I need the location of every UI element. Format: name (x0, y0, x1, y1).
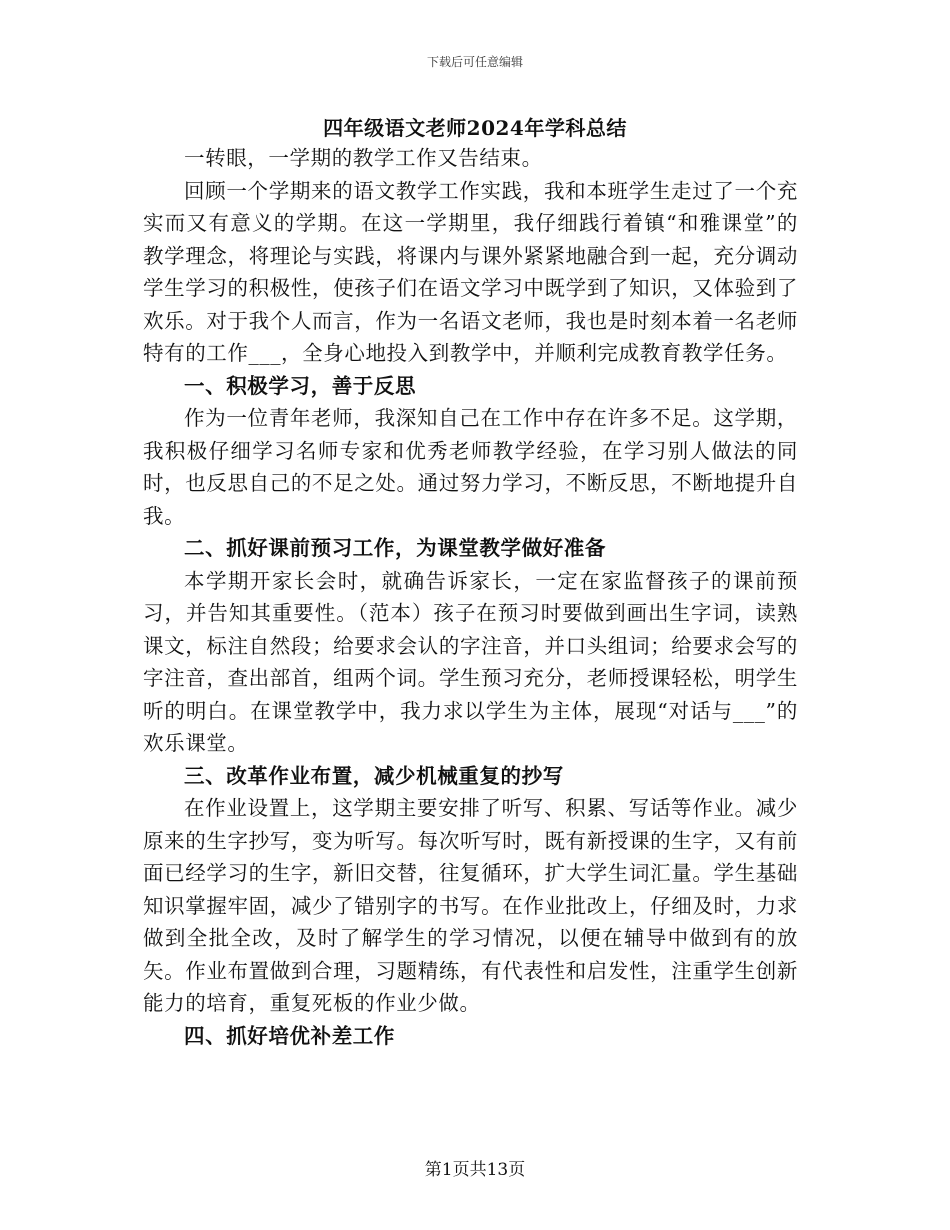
review-paragraph: 回顾一个学期来的语文教学工作实践，我和本班学生走过了一个充实而又有意义的学期。在这一学期里，我仔细践行着镇“和雅课堂”的教学理念，将理论与实践，将课内与课外紧紧地融合到一起，充分调动学生学习的积极性，使孩子们在语文学习中既学到了知识，又体验到了欢乐。对于我个人而言，作为一名语文老师，我也是时刻本着一名老师特有的工作___，全身心地投入到教学中，并顺利完成教育教学任务。 (143, 178, 798, 365)
section-heading-2: 二、抓好课前预习工作，为课堂教学做好准备 (184, 536, 606, 560)
document-title: 四年级语文老师2024年学科总结 (323, 116, 627, 140)
page-header-note: 下载后可任意编辑 (426, 55, 523, 69)
page-number-footer: 第1页共13页 (424, 1160, 526, 1180)
section-body-3: 在作业设置上，这学期主要安排了听写、积累、写话等作业。减少原来的生字抄写，变为听写。每次听写时，既有新授课的生字，又有前面已经学习的生字，新旧交替，往复循环，扩大学生词汇量。学生基础知识掌握牢固，减少了错别字的书写。在作业批改上，仔细及时，力求做到全批全改，及时了解学生的学习情况，以便在辅导中做到有的放矢。作业布置做到合理，习题精练，有代表性和启发性，注重学生创新能力的培育，重复死板的作业少做。 (143, 796, 798, 1015)
intro-paragraph: 一转眼，一学期的教学工作又告结束。 (184, 146, 543, 170)
document-body (143, 142, 798, 1052)
section-body-2: 本学期开家长会时，就确告诉家长，一定在家监督孩子的课前预习，并告知其重要性。（范本）孩子在预习时要做到画出生字词，读熟课文，标注自然段；给要求会认的字注音，并口头组词；给要求会写的字注音，查出部首，组两个词。学生预习充分，老师授课轻松，明学生听的明白。在课堂教学中，我力求以学生为主体，展现“对话与___”的欢乐课堂。 (143, 568, 798, 755)
section-heading-1: 一、积极学习，善于反思 (184, 373, 417, 398)
section-body-1: 作为一位青年老师，我深知自己在工作中存在许多不足。这学期，我积极仔细学习名师专家和优秀老师教学经验，在学习别人做法的同时，也反思自己的不足之处。通过努力学习，不断反思，不断地提升自我。 (143, 406, 798, 528)
section-heading-4: 四、抓好培优补差工作 (184, 1023, 395, 1048)
section-heading-3: 三、改革作业布置，减少机械重复的抄写 (184, 763, 564, 788)
